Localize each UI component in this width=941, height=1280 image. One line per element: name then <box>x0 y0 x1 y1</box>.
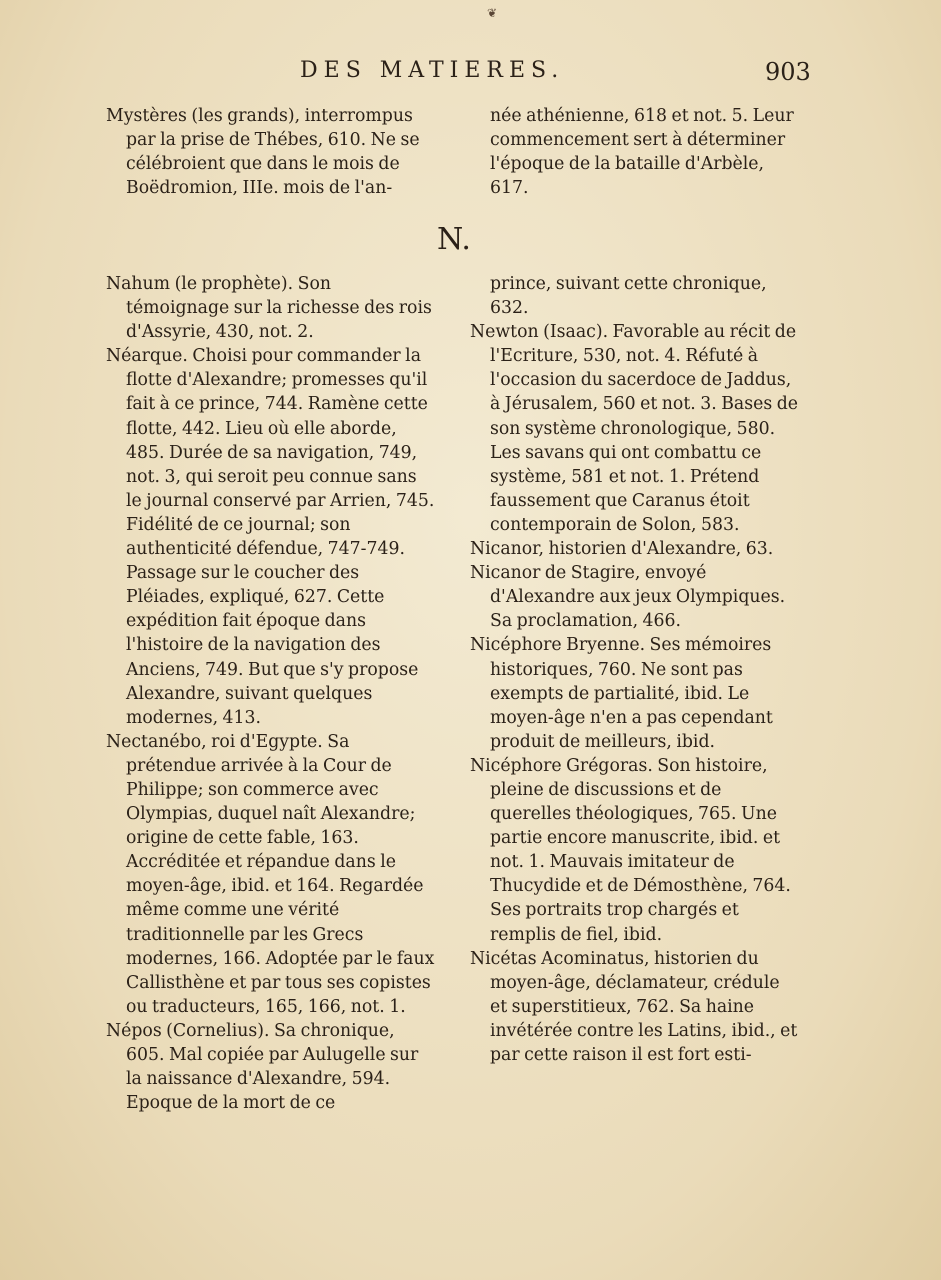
index-entry: Nectanébo, roi d'Egypte. Sa prétendue arrivée à la Cour de Philippe; son commerce avec Olympias, duquel naît Alexandre; origine de cette fable, 163. Accréditée et répandue dans le moyen-âge, ibid. et 164. Regardée même comme une vérité traditionnelle par les Grecs modernes, 166. Adoptée par le faux Callisthène et par tous ses copistes ou traducteurs, 165, 166, not. 1. <box>106 731 435 1017</box>
index-entry: Newton (Isaac). Favorable au récit de l'Ecriture, 530, not. 4. Réfuté à l'occasion du sacerdoce de Jaddus, à Jérusalem, 560 et not. 3. Bases de son système chronologique, 580. Les savans qui ont combattu ce système, 581 et not. 1. Prétend faussement que Caranus étoit contemporain de Solon, 583. <box>470 322 798 535</box>
top-block-left <box>106 104 436 200</box>
running-title: DES MATIERES. <box>300 58 565 83</box>
index-entry: Nicanor, historien d'Alexandre, 63. <box>470 539 774 560</box>
index-entry: Nahum (le prophète). Son témoignage sur la richesse des rois d'Assyrie, 430, not. 2. <box>106 274 432 343</box>
index-entry-continuation: née athénienne, 618 et not. 5. Leur commencement sert à déterminer l'époque de la bataille d'Arbèle, 617. <box>490 106 794 199</box>
index-entry: Népos (Cornelius). Sa chronique, 605. Mal copiée par Aulugelle sur la naissance d'Alexandre, 594. Epoque de la mort de ce <box>106 1020 419 1114</box>
index-entry: Nicéphore Bryenne. Ses mémoires historiques, 760. Ne sont pas exempts de partialité, ibid. Le moyen-âge n'en a pas cependant produit de meilleurs, ibid. <box>470 635 773 752</box>
page-number: 903 <box>765 58 811 86</box>
index-entry: Nicanor de Stagire, envoyé d'Alexandre aux jeux Olympiques. Sa proclamation, 466. <box>470 563 786 632</box>
printer-ornament-icon: ❦ <box>487 6 498 20</box>
index-entry: Nicétas Acominatus, historien du moyen-âge, déclamateur, crédule et superstitieux, 762. Sa haine invétérée contre les Latins, ibid., et par cette raison il est fort esti- <box>470 948 798 1065</box>
section-letter: N. <box>437 222 471 257</box>
left-column <box>106 272 436 1115</box>
index-entry: Mystères (les grands), interrompus par la prise de Thébes, 610. Ne se célébroient que dans le mois de Boëdromion, IIIe. mois de l'an- <box>106 106 420 199</box>
index-entry-continuation: prince, suivant cette chronique, 632. <box>490 274 767 319</box>
right-column <box>470 272 800 1067</box>
index-entry: Néarque. Choisi pour commander la flotte d'Alexandre; promesses qu'il fait à ce prince, 744. Ramène cette flotte, 442. Lieu où elle aborde, 485. Durée de sa navigation, 749, not. 3, qui seroit peu connue sans le journal conservé par Arrien, 745. Fidélité de ce journal; son authenticité défendue, 747-749. Passage sur le coucher des Pléiades, expliqué, 627. Cette expédition fait époque dans l'histoire de la navigation des Anciens, 749. But que s'y propose Alexandre, suivant quelques modernes, 413. <box>106 346 435 728</box>
index-entry: Nicéphore Grégoras. Son histoire, pleine de discussions et de querelles théologiques, 765. Une partie encore manuscrite, ibid. et not. 1. Mauvais imitateur de Thucydide et de Démosthène, 764. Ses portraits trop chargés et remplis de fiel, ibid. <box>470 755 791 945</box>
top-block-right <box>470 104 800 200</box>
